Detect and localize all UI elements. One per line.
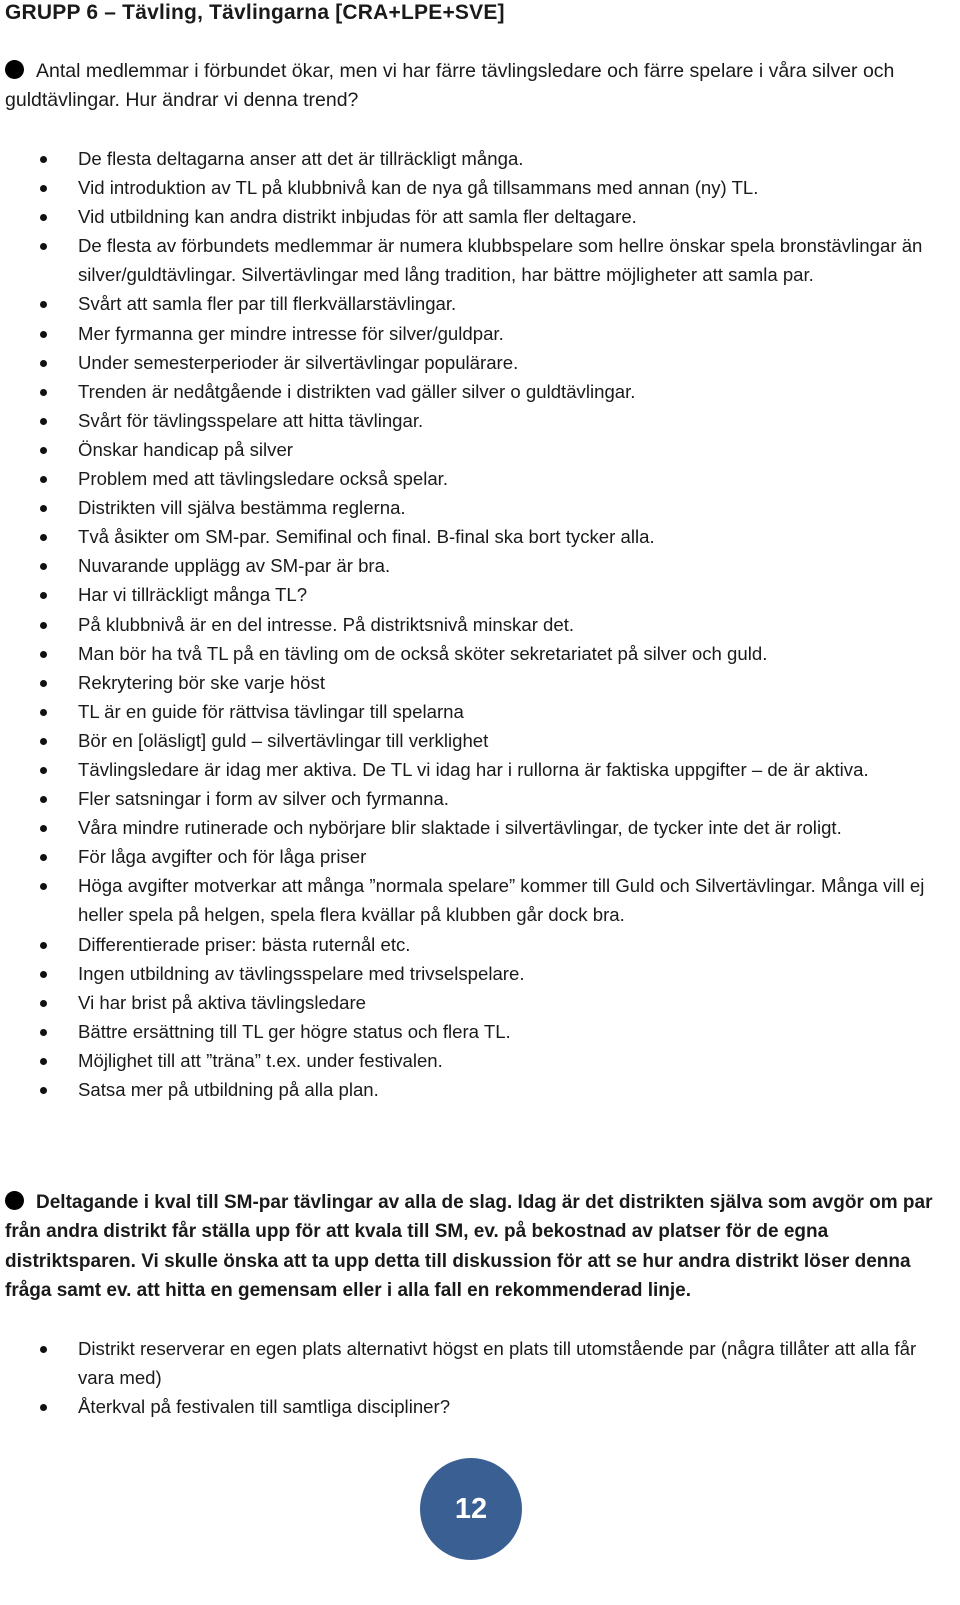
bullet-icon — [40, 360, 47, 367]
bullet-icon — [40, 214, 47, 221]
bullet-icon — [40, 563, 47, 570]
list-item-text: Svårt för tävlingsspelare att hitta tävlingar. — [78, 409, 424, 431]
list-item-text: Har vi tillräckligt många TL? — [78, 584, 308, 606]
list-item-text: Satsa mer på utbildning på alla plan. — [78, 1079, 379, 1100]
list-item-text: Svårt att samla fler par till flerkvällarstävlingar. — [78, 293, 457, 315]
bullet-icon — [40, 534, 47, 541]
list-item — [0, 1046, 960, 1075]
list-item — [0, 639, 960, 668]
bullet-icon — [40, 971, 47, 978]
question-1-text: Antal medlemmar i förbundet ökar, men vi har färre tävlingsledare och färre spelare i våra silver och guldtävlingar. Hur ändrar vi denna trend? — [5, 60, 895, 112]
list-item-text: Bör en [oläsligt] guld – silvertävlingar till verklighet — [78, 729, 489, 751]
list-item-text: TL är en guide för rättvisa tävlingar till spelarna — [78, 700, 464, 722]
list-item — [0, 551, 960, 580]
question-2-text: Deltagande i kval till SM-par tävlingar av alla de slag. Idag är det distrikten själva som avgör om par från andra distrikt får ställa upp för att kvala till SM, ev. på bekostnad av platser för de egna distriktsparen. Vi skulle önska att ta upp detta till diskussion för att se hur andra distrikt löser denna fråga samt ev. att hitta en gemensam eller i alla fall en rekommenderad linje. — [5, 1192, 933, 1302]
list-item-text: De flesta deltagarna anser att det är tillräckligt många. — [78, 148, 524, 169]
list-item-text: Ingen utbildning av tävlingsspelare med trivselspelare. — [78, 962, 525, 984]
list-item — [0, 668, 960, 697]
bullet-icon — [40, 1087, 47, 1094]
bullet-icon — [40, 1000, 47, 1007]
list-item-text: Nuvarande upplägg av SM-par är bra. — [78, 555, 391, 577]
list-item — [0, 610, 960, 639]
list-item — [0, 173, 960, 202]
list-item — [0, 930, 960, 959]
list-item — [0, 231, 960, 289]
list-item-text: Vid introduktion av TL på klubbnivå kan de nya gå tillsammans med annan (ny) TL. — [78, 177, 759, 199]
bullet-icon — [40, 622, 47, 629]
list-item — [0, 988, 960, 1017]
list-item-text: Rekrytering bör ske varje höst — [78, 671, 325, 693]
list-item — [0, 377, 960, 406]
bullet-icon — [40, 447, 47, 454]
list-item-text: Vi har brist på aktiva tävlingsledare — [78, 991, 367, 1013]
list-item-text: För låga avgifter och för låga priser — [78, 846, 367, 868]
list-item-text: Våra mindre rutinerade och nybörjare blir slaktade i silvertävlingar, de tycker inte det är roligt. — [78, 817, 842, 839]
list-item — [0, 1075, 960, 1104]
list-item — [0, 813, 960, 842]
answer-list-2 — [0, 1334, 960, 1421]
list-item — [0, 289, 960, 318]
list-item — [0, 784, 960, 813]
bullet-icon — [40, 185, 47, 192]
bullet-icon — [40, 1058, 47, 1065]
list-item-text: Under semesterperioder är silvertävlingar populärare. — [78, 351, 519, 373]
list-item — [0, 493, 960, 522]
bullet-icon — [40, 505, 47, 512]
bullet-icon — [40, 243, 47, 250]
list-item-text: Två åsikter om SM-par. Semifinal och final. B-final ska bort tycker alla. — [78, 526, 655, 548]
list-item — [0, 726, 960, 755]
bullet-icon — [40, 709, 47, 716]
list-item — [0, 522, 960, 551]
list-item-text: Fler satsningar i form av silver och fyrmanna. — [78, 788, 449, 810]
question-2 — [5, 1188, 950, 1306]
list-item — [0, 755, 960, 784]
list-item-text: Differentierade priser: bästa ruternål etc. — [78, 933, 411, 955]
list-item — [0, 1334, 960, 1392]
list-item — [0, 348, 960, 377]
bullet-icon — [40, 476, 47, 483]
list-item — [0, 959, 960, 988]
list-item — [0, 871, 960, 929]
list-item-text: Mer fyrmanna ger mindre intresse för silver/guldpar. — [78, 322, 504, 344]
list-item — [0, 202, 960, 231]
list-item-text: De flesta av förbundets medlemmar är numera klubbspelare som hellre önskar spela bronstävlingar än silver/guldtävlingar. Silvertävlingar med lång tradition, har bättre möjligheter att samla par. — [78, 235, 923, 286]
bullet-icon — [40, 1029, 47, 1036]
list-item-text: Distrikten vill själva bestämma reglerna. — [78, 497, 406, 519]
bullet-icon — [40, 331, 47, 338]
bullet-icon — [40, 651, 47, 658]
list-item — [0, 842, 960, 871]
bullet-icon — [40, 156, 47, 163]
list-item-text: Distrikt reserverar en egen plats alternativt högst en plats till utomstående par (några tillåter att alla får vara med) — [78, 1338, 917, 1389]
list-item — [0, 1392, 960, 1421]
large-bullet-icon — [5, 1191, 24, 1210]
bullet-icon — [40, 854, 47, 861]
list-item — [0, 319, 960, 348]
bullet-icon — [40, 301, 47, 308]
bullet-icon — [40, 767, 47, 774]
page-title: GRUPP 6 – Tävling, Tävlingarna [CRA+LPE+SVE] — [5, 1, 505, 24]
list-item — [0, 580, 960, 609]
bullet-icon — [40, 1404, 47, 1411]
list-item-text: Tävlingsledare är idag mer aktiva. De TL vi idag har i rullorna är faktiska uppgifter – de är aktiva. — [78, 758, 869, 780]
list-item-text: Man bör ha två TL på en tävling om de också sköter sekretariatet på silver och guld. — [78, 642, 768, 664]
list-item — [0, 1017, 960, 1046]
list-item — [0, 464, 960, 493]
list-item — [0, 406, 960, 435]
answer-list-1 — [0, 144, 960, 1104]
list-item — [0, 144, 960, 173]
list-item-text: På klubbnivå är en del intresse. På distriktsnivå minskar det. — [78, 613, 575, 635]
bullet-icon — [40, 825, 47, 832]
bullet-icon — [40, 1346, 47, 1353]
bullet-icon — [40, 389, 47, 396]
bullet-icon — [40, 942, 47, 949]
list-item-text: Bättre ersättning till TL ger högre status och flera TL. — [78, 1020, 511, 1042]
question-1 — [5, 57, 950, 116]
bullet-icon — [40, 883, 47, 890]
list-item-text: Möjlighet till att ”träna” t.ex. under festivalen. — [78, 1049, 443, 1071]
page-number: 12 — [454, 1492, 488, 1525]
bullet-icon — [40, 592, 47, 599]
bullet-icon — [40, 418, 47, 425]
page-number-badge — [420, 1458, 522, 1560]
list-item — [0, 697, 960, 726]
bullet-icon — [40, 796, 47, 803]
list-item-text: Trenden är nedåtgående i distrikten vad gäller silver o guldtävlingar. — [78, 380, 636, 402]
list-item-text: Återkval på festivalen till samtliga discipliner? — [78, 1396, 451, 1418]
list-item — [0, 435, 960, 464]
large-bullet-icon — [5, 60, 24, 79]
list-item-text: Vid utbildning kan andra distrikt inbjudas för att samla fler deltagare. — [78, 206, 637, 228]
list-item-text: Problem med att tävlingsledare också spelar. — [78, 468, 448, 490]
list-item-text: Höga avgifter motverkar att många ”normala spelare” kommer till Guld och Silvertävlingar. Många vill ej heller spela på helgen, spela flera kvällar på klubben går dock bra. — [78, 875, 925, 926]
bullet-icon — [40, 738, 47, 745]
bullet-icon — [40, 680, 47, 687]
list-item-text: Önskar handicap på silver — [78, 438, 293, 460]
